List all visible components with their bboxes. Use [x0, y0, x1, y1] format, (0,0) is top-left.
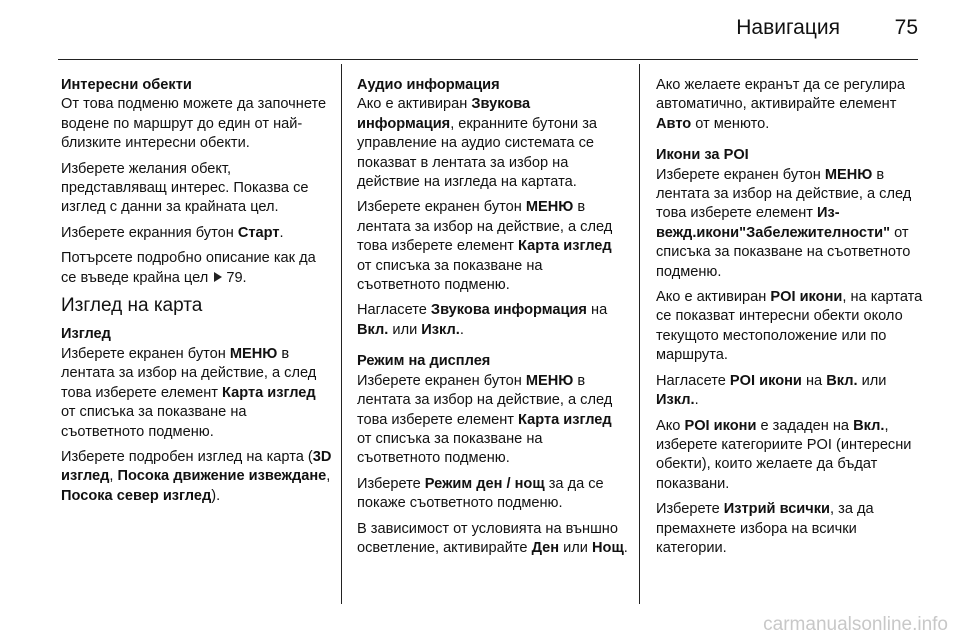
- paragraph: Нагласете Звукова информация на Вкл. или Изкл..: [357, 302, 608, 338]
- paragraph: Нагласете POI икони на Вкл. или Изкл..: [656, 372, 887, 409]
- paragraph: Изберете подробен изглед на карта (3D изглед, Посока движение извеждане, Посока север изглед).: [61, 448, 332, 504]
- paragraph: Ако е активиран POI икони, на картата се показват интересни обекти около текущото местоположение или по маршрута.: [656, 289, 923, 364]
- page-reference-link[interactable]: 79.: [226, 269, 247, 286]
- section-heading-map-view: Изглед на карта: [61, 295, 203, 317]
- paragraph: Изберете екранен бутон МЕНЮ в лентата за избор на действие, а след това изберете елемент Из-вежд.икони"Забележителности" от списъка за показване на съответното подменю.: [656, 166, 912, 280]
- paragraph: Ако желаете екранът да се регулира автоматично, активирайте елемент Авто от менюто.: [656, 77, 906, 132]
- subheading-poi-icons: Икони за POI: [656, 147, 749, 164]
- paragraph: Изберете екранен бутон МЕНЮ в лентата за избор на действие, а след това изберете елемент Карта изглед от списъка за показване на съответното подменю.: [357, 372, 613, 467]
- paragraph: Изберете екранен бутон МЕНЮ в лентата за избор на действие, а след това изберете елемент Карта изглед от списъка за показване на съответното подменю.: [61, 345, 317, 440]
- page-number: 75: [894, 16, 918, 39]
- paragraph: От това подменю можете да започнете водене по маршрут до един от най-близките интересни обекти.: [61, 96, 327, 152]
- paragraph: В зависимост от условията на външно осветление, активирайте Ден или Нощ.: [357, 520, 628, 556]
- paragraph: Потърсете подробно описание как да се въведе крайна цел 79.: [61, 250, 316, 286]
- column-divider-1: [341, 64, 342, 604]
- watermark: carmanualsonline.info: [763, 614, 948, 635]
- paragraph: Изберете желания обект, представляващ интерес. Показва се изглед с данни за крайната цел.: [61, 160, 309, 216]
- subheading-display-mode: Режим на дисплея: [357, 353, 491, 370]
- paragraph: Ако е активиран Звукова информация, екранните бутони за управление на аудио системата се показват в лентата за избор на действие на изгледа на картата.: [357, 96, 598, 191]
- subheading-poi: Интересни обекти: [61, 77, 192, 93]
- paragraph: Изберете екранен бутон МЕНЮ в лентата за избор на действие, а след това изберете елемент Карта изглед от списъка за показване на съответното подменю.: [357, 199, 613, 294]
- paragraph: Ако POI икони е зададен на Вкл., изберете категориите POI (интересни обекти), които желаете да бъдат показвани.: [656, 417, 912, 492]
- paragraph: Изберете Режим ден / нощ за да се покаже съответното подменю.: [357, 475, 604, 512]
- paragraph: Изберете екранния бутон Старт.: [61, 224, 284, 241]
- header-rule: [58, 59, 918, 60]
- page-reference-arrow-icon: [214, 272, 222, 282]
- subheading-view: Изглед: [61, 326, 111, 343]
- column-divider-2: [639, 64, 640, 604]
- paragraph: Изберете Изтрий всички, за да премахнете избора на всички категории.: [656, 501, 874, 556]
- column-3: [656, 76, 928, 564]
- column-2: [357, 76, 629, 564]
- page-header-title: Навигация: [736, 16, 840, 39]
- column-1: [61, 76, 333, 512]
- subheading-audio-info: Аудио информация: [357, 77, 500, 93]
